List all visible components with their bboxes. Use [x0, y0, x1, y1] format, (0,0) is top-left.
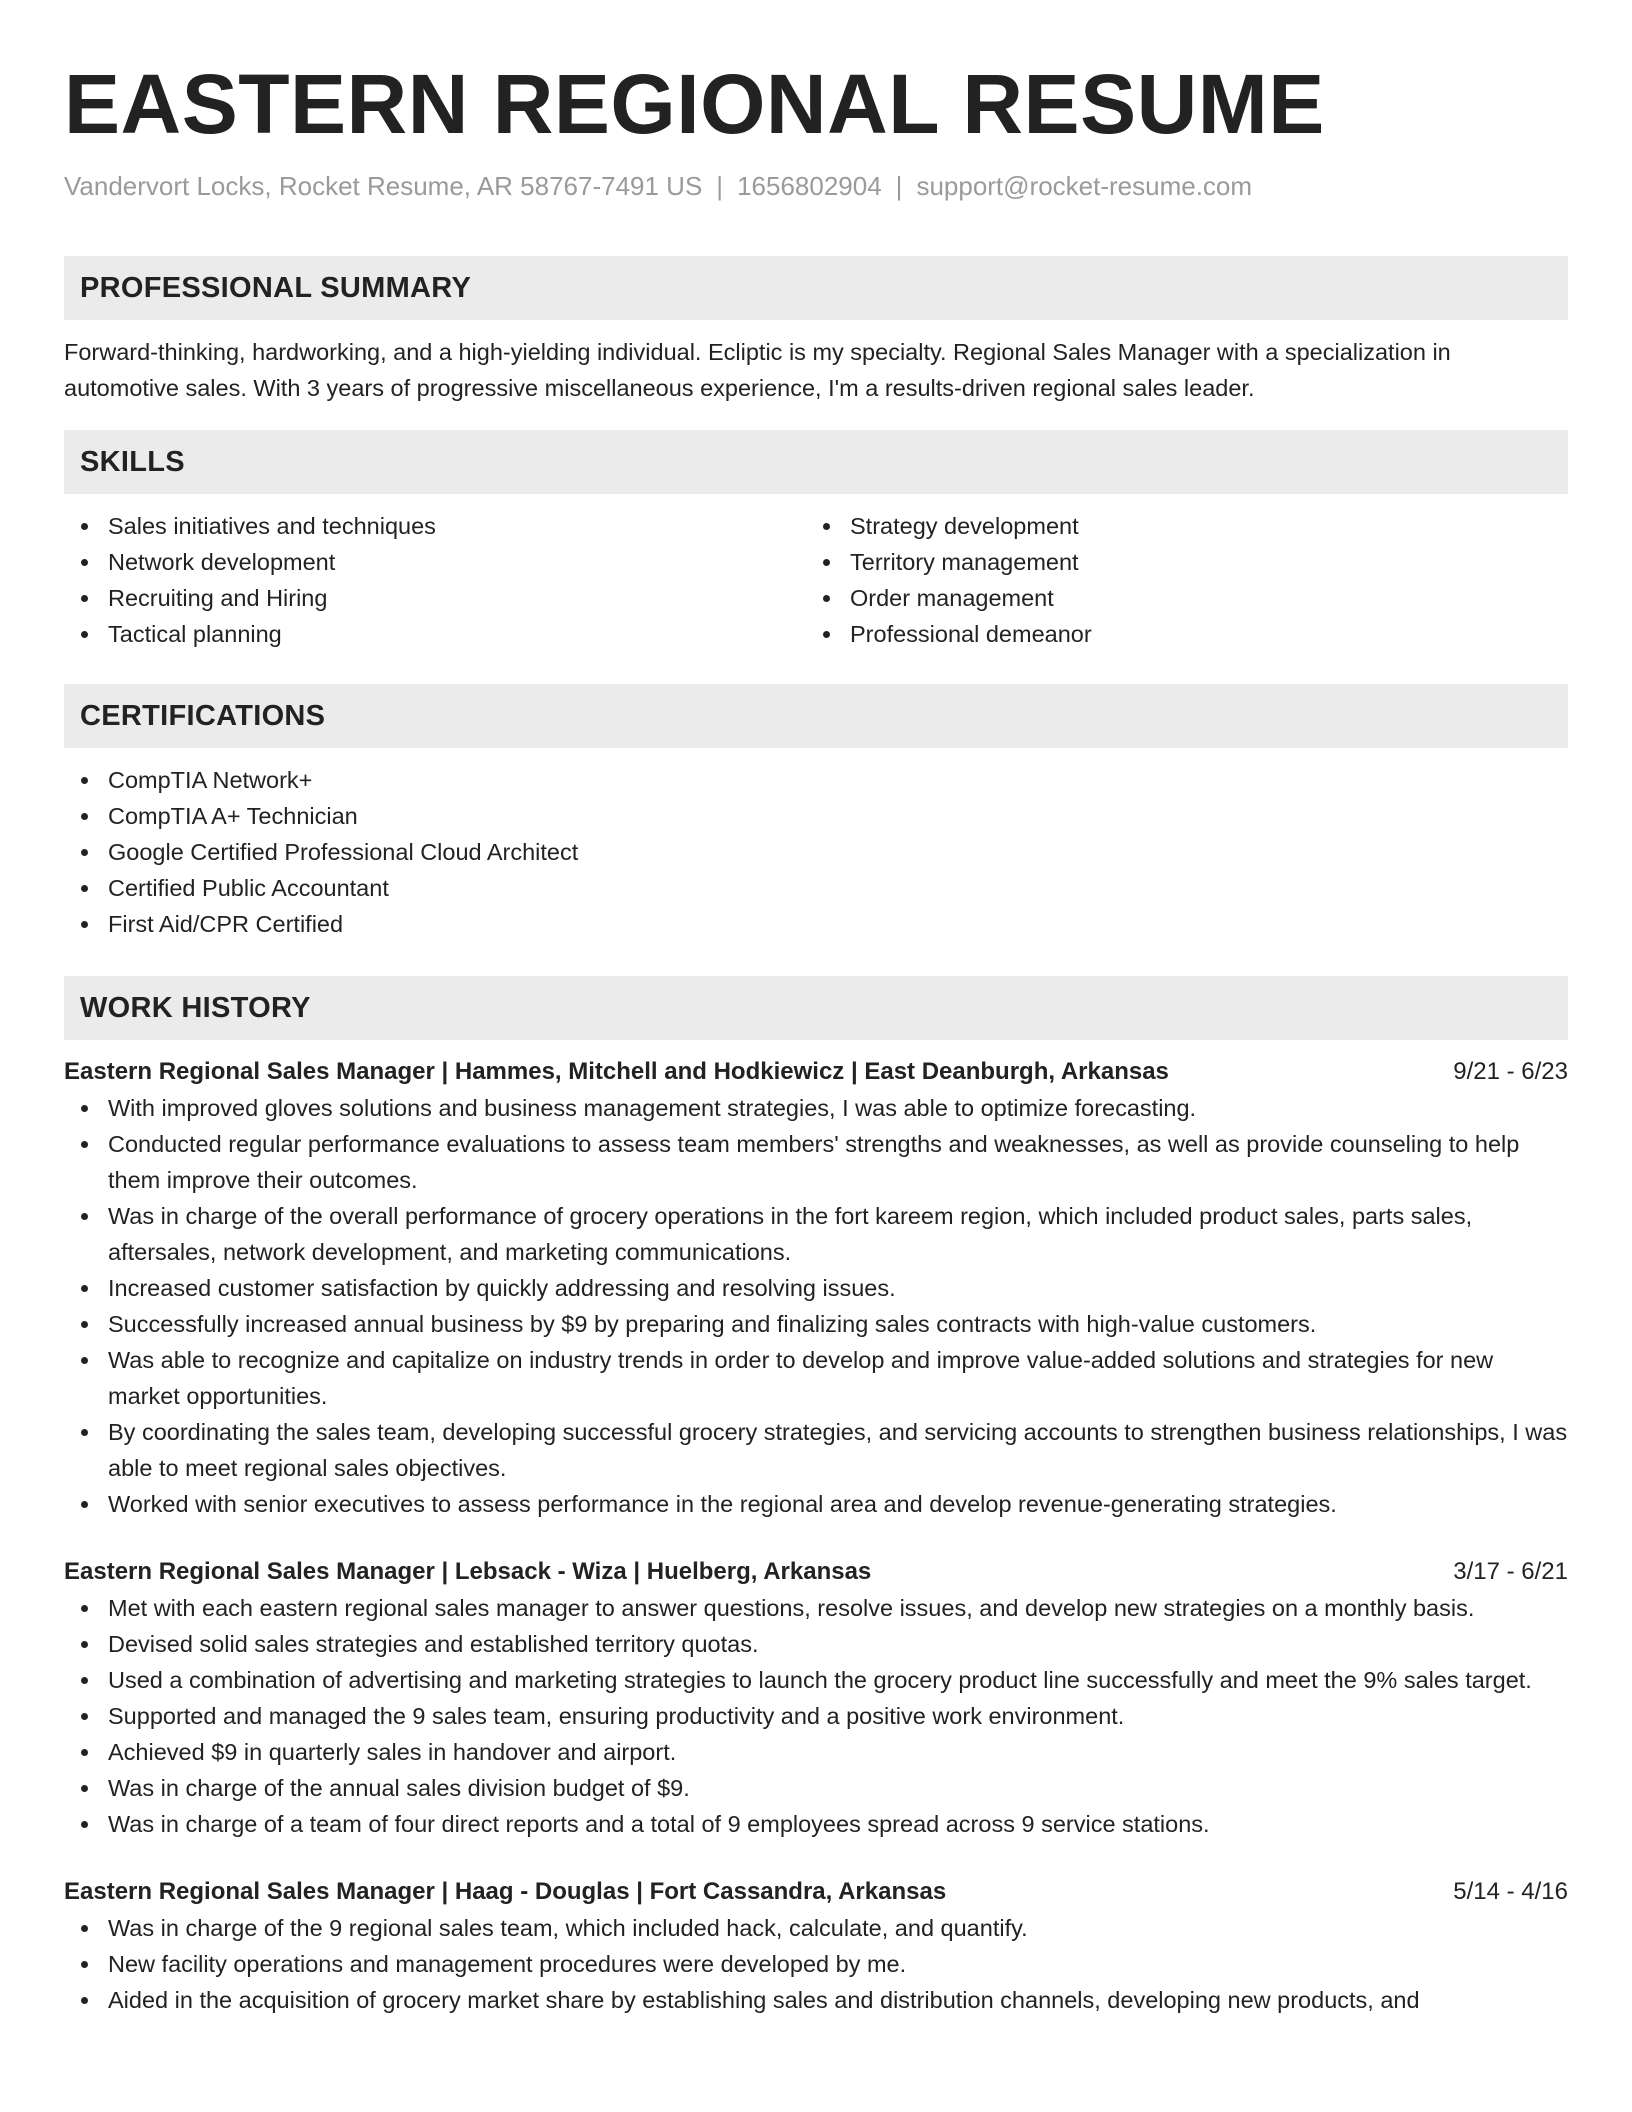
job-header	[64, 1054, 1568, 1090]
job-bullet: Was in charge of the 9 regional sales team, which included hack, calculate, and quantify.	[64, 1910, 1568, 1946]
skill-item: Territory management	[806, 544, 1548, 580]
job-bullet: Increased customer satisfaction by quickly addressing and resolving issues.	[64, 1270, 1568, 1306]
contact-phone: 1656802904	[737, 171, 882, 201]
skill-item: Recruiting and Hiring	[64, 580, 806, 616]
skills-column-left	[64, 508, 806, 652]
job-bullet: Aided in the acquisition of grocery market share by establishing sales and distribution channels, developing new products, and	[64, 1982, 1568, 2018]
section-heading-work-history: WORK HISTORY	[64, 976, 1568, 1040]
skill-item: Professional demeanor	[806, 616, 1548, 652]
job-bullet: Successfully increased annual business by $9 by preparing and finalizing sales contracts with high-value customers.	[64, 1306, 1568, 1342]
job-bullets	[64, 1090, 1568, 1522]
job-title: Eastern Regional Sales Manager | Haag - Douglas | Fort Cassandra, Arkansas	[64, 1878, 947, 1905]
certification-item: CompTIA A+ Technician	[64, 798, 1568, 834]
job-bullet: Supported and managed the 9 sales team, ensuring productivity and a positive work environment.	[64, 1698, 1568, 1734]
job-bullet: Achieved $9 in quarterly sales in handover and airport.	[64, 1734, 1568, 1770]
contact-email: support@rocket-resume.com	[916, 171, 1253, 201]
job-bullet: Conducted regular performance evaluations to assess team members' strengths and weaknesses, as well as provide counseling to help them improve their outcomes.	[64, 1126, 1568, 1198]
section-heading-summary: PROFESSIONAL SUMMARY	[64, 256, 1568, 320]
job-bullet: Was in charge of a team of four direct reports and a total of 9 employees spread across 9 service stations.	[64, 1806, 1568, 1842]
certification-item: Google Certified Professional Cloud Architect	[64, 834, 1568, 870]
skill-item: Strategy development	[806, 508, 1548, 544]
job-title: Eastern Regional Sales Manager | Lebsack - Wiza | Huelberg, Arkansas	[64, 1558, 872, 1585]
contact-line	[64, 168, 1568, 204]
section-heading-certifications: CERTIFICATIONS	[64, 684, 1568, 748]
job-dates: 9/21 - 6/23	[1453, 1058, 1568, 1085]
contact-separator: |	[716, 171, 724, 201]
job-entry	[64, 1554, 1568, 1842]
job-bullet: With improved gloves solutions and business management strategies, I was able to optimize forecasting.	[64, 1090, 1568, 1126]
job-bullet: New facility operations and management procedures were developed by me.	[64, 1946, 1568, 1982]
job-bullet: Met with each eastern regional sales manager to answer questions, resolve issues, and develop new strategies on a monthly basis.	[64, 1590, 1568, 1626]
skill-item: Tactical planning	[64, 616, 806, 652]
contact-address: Vandervort Locks, Rocket Resume, AR 58767-7491 US	[64, 171, 703, 201]
job-bullet: Was in charge of the annual sales division budget of $9.	[64, 1770, 1568, 1806]
certifications-list	[64, 762, 1568, 942]
summary-text: Forward-thinking, hardworking, and a high-yielding individual. Ecliptic is my specialty. Regional Sales Manager with a specialization in automotive sales. With 3 years of progressive miscellaneous experience, I'm a results-driven regional sales leader.	[64, 339, 1451, 401]
job-entry	[64, 1874, 1568, 2018]
job-title: Eastern Regional Sales Manager | Hammes, Mitchell and Hodkiewicz | East Deanburgh, Arkansas	[64, 1058, 1169, 1085]
job-dates: 5/14 - 4/16	[1453, 1878, 1568, 1905]
certification-item: CompTIA Network+	[64, 762, 1568, 798]
resume-page	[64, 0, 1568, 2018]
contact-separator: |	[895, 171, 903, 201]
job-bullet: Worked with senior executives to assess performance in the regional area and develop revenue-generating strategies.	[64, 1486, 1568, 1522]
skill-item: Order management	[806, 580, 1548, 616]
resume-title: EASTERN REGIONAL RESUME	[64, 57, 1325, 151]
job-bullet: Devised solid sales strategies and established territory quotas.	[64, 1626, 1568, 1662]
job-bullets	[64, 1910, 1568, 2018]
job-bullets	[64, 1590, 1568, 1842]
skills-column-right	[806, 508, 1548, 652]
skills-list	[64, 508, 1568, 652]
job-header	[64, 1874, 1568, 1910]
job-header	[64, 1554, 1568, 1590]
job-bullet: Was in charge of the overall performance of grocery operations in the fort kareem region, which included product sales, parts sales, aftersales, network development, and marketing communications.	[64, 1198, 1568, 1270]
job-bullet: Used a combination of advertising and marketing strategies to launch the grocery product line successfully and meet the 9% sales target.	[64, 1662, 1568, 1698]
job-bullet: Was able to recognize and capitalize on industry trends in order to develop and improve value-added solutions and strategies for new market opportunities.	[64, 1342, 1568, 1414]
job-dates: 3/17 - 6/21	[1453, 1558, 1568, 1585]
certification-item: Certified Public Accountant	[64, 870, 1568, 906]
job-bullet: By coordinating the sales team, developing successful grocery strategies, and servicing accounts to strengthen business relationships, I was able to meet regional sales objectives.	[64, 1414, 1568, 1486]
skill-item: Sales initiatives and techniques	[64, 508, 806, 544]
skill-item: Network development	[64, 544, 806, 580]
job-entry	[64, 1054, 1568, 1522]
certification-item: First Aid/CPR Certified	[64, 906, 1568, 942]
section-heading-skills: SKILLS	[64, 430, 1568, 494]
